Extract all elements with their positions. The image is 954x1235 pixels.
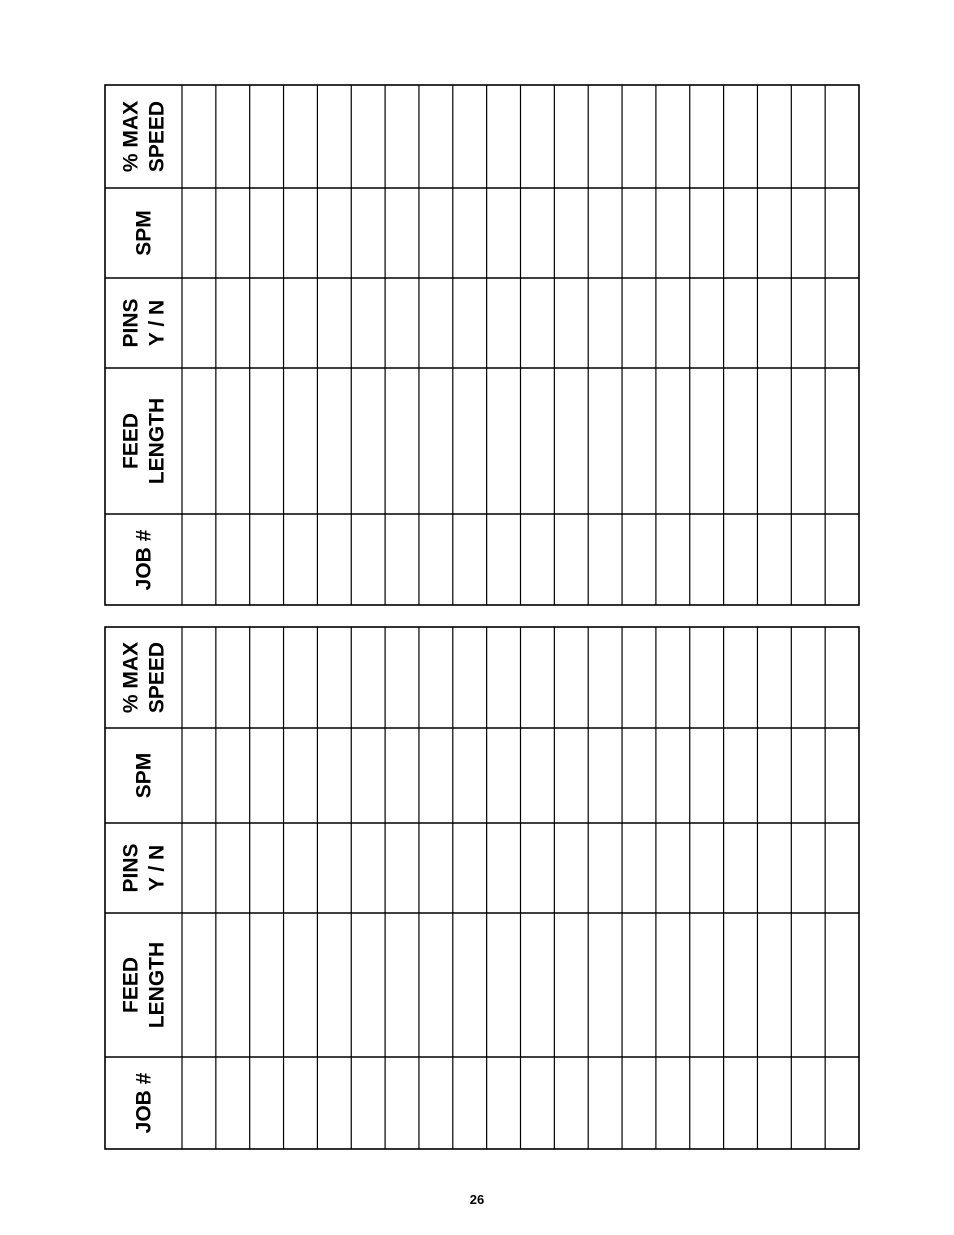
entry-cell-spm[interactable] [791, 188, 825, 278]
entry-cell-max-speed-pct[interactable] [656, 627, 690, 728]
entry-cell-max-speed-pct[interactable] [250, 627, 284, 728]
entry-cell-pins-yn[interactable] [588, 278, 622, 368]
entry-cell-feed-length[interactable] [453, 368, 487, 514]
entry-cell-max-speed-pct[interactable] [588, 85, 622, 188]
entry-cell-max-speed-pct[interactable] [351, 627, 385, 728]
entry-cell-feed-length[interactable] [385, 913, 419, 1057]
entry-cell-max-speed-pct[interactable] [351, 85, 385, 188]
entry-cell-feed-length[interactable] [182, 368, 216, 514]
entry-cell-pins-yn[interactable] [182, 278, 216, 368]
entry-cell-job-number[interactable] [757, 1057, 791, 1149]
entry-cell-max-speed-pct[interactable] [622, 627, 656, 728]
entry-cell-feed-length[interactable] [554, 913, 588, 1057]
entry-cell-pins-yn[interactable] [487, 278, 521, 368]
header-max-speed-pct [120, 642, 169, 713]
entry-cell-feed-length[interactable] [588, 913, 622, 1057]
entry-cell-pins-yn[interactable] [622, 278, 656, 368]
entry-cell-max-speed-pct[interactable] [554, 627, 588, 728]
entry-cell-pins-yn[interactable] [284, 823, 318, 913]
entry-cell-max-speed-pct[interactable] [216, 85, 250, 188]
entry-cell-pins-yn[interactable] [284, 278, 318, 368]
entry-cell-max-speed-pct[interactable] [622, 85, 656, 188]
entry-cell-job-number[interactable] [453, 1057, 487, 1149]
entry-cell-spm[interactable] [250, 188, 284, 278]
entry-cell-pins-yn[interactable] [690, 823, 724, 913]
entry-cell-spm[interactable] [487, 728, 521, 823]
entry-cell-spm[interactable] [622, 188, 656, 278]
entry-cell-pins-yn[interactable] [825, 823, 859, 913]
entry-cell-max-speed-pct[interactable] [284, 85, 318, 188]
entry-cell-max-speed-pct[interactable] [453, 627, 487, 728]
entry-cell-pins-yn[interactable] [588, 823, 622, 913]
header-line: JOB # [132, 1072, 156, 1134]
entry-cell-job-number[interactable] [690, 514, 724, 606]
entry-cell-feed-length[interactable] [487, 913, 521, 1057]
header-line: JOB # [132, 529, 156, 591]
entry-cell-feed-length[interactable] [825, 368, 859, 514]
entry-cell-feed-length[interactable] [656, 368, 690, 514]
entry-cell-spm[interactable] [250, 728, 284, 823]
header-line: SPM [132, 210, 156, 256]
entry-cell-max-speed-pct[interactable] [757, 85, 791, 188]
entry-cell-job-number[interactable] [521, 1057, 555, 1149]
header-line: FEED [119, 412, 143, 470]
entry-cell-feed-length[interactable] [521, 368, 555, 514]
entry-cell-max-speed-pct[interactable] [250, 85, 284, 188]
entry-cell-spm[interactable] [757, 728, 791, 823]
entry-cell-max-speed-pct[interactable] [487, 627, 521, 728]
entry-cell-job-number[interactable] [724, 514, 758, 606]
entry-cell-feed-length[interactable] [385, 368, 419, 514]
entry-cell-job-number[interactable] [216, 514, 250, 606]
entry-cell-pins-yn[interactable] [317, 823, 351, 913]
entry-cell-max-speed-pct[interactable] [385, 85, 419, 188]
entry-cell-feed-length[interactable] [791, 913, 825, 1057]
entry-cell-max-speed-pct[interactable] [757, 627, 791, 728]
entry-cell-feed-length[interactable] [216, 913, 250, 1057]
entry-cell-job-number[interactable] [521, 514, 555, 606]
entry-cell-pins-yn[interactable] [453, 823, 487, 913]
entry-cell-pins-yn[interactable] [825, 278, 859, 368]
entry-cell-pins-yn[interactable] [250, 278, 284, 368]
entry-cell-spm[interactable] [385, 188, 419, 278]
entry-cell-feed-length[interactable] [250, 913, 284, 1057]
entry-cell-feed-length[interactable] [284, 368, 318, 514]
entry-cell-feed-length[interactable] [825, 913, 859, 1057]
entry-cell-job-number[interactable] [487, 1057, 521, 1149]
entry-cell-job-number[interactable] [351, 514, 385, 606]
entry-cell-feed-length[interactable] [351, 913, 385, 1057]
entry-cell-max-speed-pct[interactable] [791, 85, 825, 188]
entry-cell-job-number[interactable] [656, 1057, 690, 1149]
entry-cell-spm[interactable] [690, 188, 724, 278]
entry-cell-pins-yn[interactable] [216, 823, 250, 913]
entry-cell-spm[interactable] [182, 188, 216, 278]
header-line: SPEED [145, 641, 169, 714]
entry-cell-spm[interactable] [487, 188, 521, 278]
entry-cell-job-number[interactable] [419, 1057, 453, 1149]
entry-cell-pins-yn[interactable] [419, 823, 453, 913]
entry-cell-max-speed-pct[interactable] [487, 85, 521, 188]
entry-cell-pins-yn[interactable] [554, 823, 588, 913]
entry-cell-feed-length[interactable] [724, 913, 758, 1057]
entry-cell-spm[interactable] [825, 188, 859, 278]
entry-cell-feed-length[interactable] [791, 368, 825, 514]
entry-cell-spm[interactable] [351, 188, 385, 278]
entry-cell-spm[interactable] [588, 188, 622, 278]
entry-cell-job-number[interactable] [757, 514, 791, 606]
entry-cell-job-number[interactable] [690, 1057, 724, 1149]
header-pins-yn [120, 298, 169, 347]
entry-cell-spm[interactable] [284, 188, 318, 278]
entry-cell-feed-length[interactable] [622, 913, 656, 1057]
entry-cell-max-speed-pct[interactable] [724, 627, 758, 728]
header-feed-length [120, 942, 169, 1028]
entry-cell-spm[interactable] [724, 728, 758, 823]
header-line: % MAX [119, 641, 143, 714]
entry-cell-spm[interactable] [521, 188, 555, 278]
header-line: Y / N [145, 299, 169, 347]
header-line: PINS [119, 298, 143, 348]
entry-cell-max-speed-pct[interactable] [825, 627, 859, 728]
entry-cell-feed-length[interactable] [588, 368, 622, 514]
entry-cell-pins-yn[interactable] [453, 278, 487, 368]
header-line: PINS [119, 843, 143, 893]
entry-cell-feed-length[interactable] [250, 368, 284, 514]
entry-cell-feed-length[interactable] [351, 368, 385, 514]
page-number: 26 [469, 1192, 485, 1207]
entry-cell-pins-yn[interactable] [656, 278, 690, 368]
entry-cell-pins-yn[interactable] [385, 278, 419, 368]
entry-cell-feed-length[interactable] [690, 913, 724, 1057]
entry-cell-max-speed-pct[interactable] [453, 85, 487, 188]
entry-cell-feed-length[interactable] [757, 913, 791, 1057]
entry-cell-pins-yn[interactable] [724, 823, 758, 913]
entry-cell-pins-yn[interactable] [487, 823, 521, 913]
entry-cell-max-speed-pct[interactable] [825, 85, 859, 188]
entry-cell-job-number[interactable] [317, 514, 351, 606]
entry-cell-pins-yn[interactable] [656, 823, 690, 913]
header-spm [133, 753, 156, 799]
entry-cell-max-speed-pct[interactable] [521, 85, 555, 188]
entry-cell-job-number[interactable] [250, 514, 284, 606]
entry-cell-max-speed-pct[interactable] [317, 627, 351, 728]
entry-cell-feed-length[interactable] [284, 913, 318, 1057]
entry-cell-job-number[interactable] [554, 514, 588, 606]
entry-cell-feed-length[interactable] [724, 368, 758, 514]
entry-cell-job-number[interactable] [724, 1057, 758, 1149]
header-line: FEED [119, 956, 143, 1014]
header-line: SPEED [145, 100, 169, 173]
entry-cell-spm[interactable] [419, 188, 453, 278]
entry-cell-pins-yn[interactable] [622, 823, 656, 913]
entry-cell-max-speed-pct[interactable] [791, 627, 825, 728]
entry-cell-job-number[interactable] [825, 1057, 859, 1149]
entry-cell-max-speed-pct[interactable] [216, 627, 250, 728]
entry-cell-max-speed-pct[interactable] [419, 85, 453, 188]
entry-cell-feed-length[interactable] [521, 913, 555, 1057]
job-log-form-top [104, 84, 860, 606]
entry-cell-feed-length[interactable] [487, 368, 521, 514]
entry-cell-feed-length[interactable] [622, 368, 656, 514]
entry-cell-spm[interactable] [284, 728, 318, 823]
entry-cell-feed-length[interactable] [182, 913, 216, 1057]
entry-cell-feed-length[interactable] [419, 368, 453, 514]
header-job-number [133, 529, 156, 590]
entry-cell-spm[interactable] [554, 728, 588, 823]
entry-cell-spm[interactable] [554, 188, 588, 278]
entry-cell-job-number[interactable] [284, 514, 318, 606]
header-line: LENGTH [145, 397, 169, 485]
entry-cell-max-speed-pct[interactable] [724, 85, 758, 188]
header-spm [133, 210, 156, 256]
entry-cell-pins-yn[interactable] [182, 823, 216, 913]
entry-cell-job-number[interactable] [419, 514, 453, 606]
entry-cell-spm[interactable] [521, 728, 555, 823]
entry-cell-job-number[interactable] [284, 1057, 318, 1149]
entry-cell-feed-length[interactable] [690, 368, 724, 514]
entry-cell-max-speed-pct[interactable] [317, 85, 351, 188]
entry-cell-max-speed-pct[interactable] [521, 627, 555, 728]
entry-cell-spm[interactable] [351, 728, 385, 823]
entry-cell-pins-yn[interactable] [757, 278, 791, 368]
entry-cell-job-number[interactable] [317, 1057, 351, 1149]
entry-cell-spm[interactable] [791, 728, 825, 823]
entry-cell-max-speed-pct[interactable] [182, 627, 216, 728]
entry-cell-spm[interactable] [453, 728, 487, 823]
entry-cell-job-number[interactable] [554, 1057, 588, 1149]
entry-cell-job-number[interactable] [250, 1057, 284, 1149]
entry-cell-job-number[interactable] [825, 514, 859, 606]
entry-cell-spm[interactable] [216, 188, 250, 278]
header-line: SPM [132, 752, 156, 799]
entry-cell-spm[interactable] [385, 728, 419, 823]
entry-cell-pins-yn[interactable] [351, 278, 385, 368]
entry-cell-max-speed-pct[interactable] [419, 627, 453, 728]
entry-cell-spm[interactable] [216, 728, 250, 823]
entry-cell-max-speed-pct[interactable] [554, 85, 588, 188]
entry-cell-spm[interactable] [453, 188, 487, 278]
entry-cell-job-number[interactable] [588, 1057, 622, 1149]
entry-cell-feed-length[interactable] [317, 913, 351, 1057]
entry-cell-feed-length[interactable] [554, 368, 588, 514]
entry-cell-spm[interactable] [588, 728, 622, 823]
entry-cell-pins-yn[interactable] [690, 278, 724, 368]
job-log-form-bottom [104, 626, 860, 1150]
entry-cell-feed-length[interactable] [216, 368, 250, 514]
entry-cell-max-speed-pct[interactable] [182, 85, 216, 188]
entry-cell-job-number[interactable] [182, 1057, 216, 1149]
header-feed-length [120, 398, 169, 484]
entry-cell-pins-yn[interactable] [351, 823, 385, 913]
entry-cell-spm[interactable] [656, 188, 690, 278]
entry-cell-job-number[interactable] [791, 514, 825, 606]
header-pins-yn [120, 843, 169, 892]
entry-cell-job-number[interactable] [453, 514, 487, 606]
entry-cell-pins-yn[interactable] [724, 278, 758, 368]
header-line: % MAX [119, 100, 143, 173]
entry-cell-pins-yn[interactable] [385, 823, 419, 913]
entry-cell-job-number[interactable] [622, 514, 656, 606]
entry-cell-feed-length[interactable] [656, 913, 690, 1057]
entry-cell-pins-yn[interactable] [554, 278, 588, 368]
entry-cell-pins-yn[interactable] [791, 823, 825, 913]
entry-cell-spm[interactable] [724, 188, 758, 278]
entry-cell-job-number[interactable] [385, 1057, 419, 1149]
entry-cell-job-number[interactable] [182, 514, 216, 606]
entry-cell-pins-yn[interactable] [216, 278, 250, 368]
entry-cell-max-speed-pct[interactable] [588, 627, 622, 728]
entry-cell-spm[interactable] [419, 728, 453, 823]
entry-cell-job-number[interactable] [216, 1057, 250, 1149]
entry-cell-spm[interactable] [317, 728, 351, 823]
entry-cell-feed-length[interactable] [419, 913, 453, 1057]
entry-cell-spm[interactable] [690, 728, 724, 823]
entry-cell-pins-yn[interactable] [791, 278, 825, 368]
entry-cell-spm[interactable] [825, 728, 859, 823]
entry-cell-spm[interactable] [182, 728, 216, 823]
entry-cell-feed-length[interactable] [453, 913, 487, 1057]
entry-cell-feed-length[interactable] [757, 368, 791, 514]
entry-cell-feed-length[interactable] [317, 368, 351, 514]
entry-cell-job-number[interactable] [656, 514, 690, 606]
entry-cell-job-number[interactable] [622, 1057, 656, 1149]
entry-cell-job-number[interactable] [791, 1057, 825, 1149]
entry-cell-job-number[interactable] [487, 514, 521, 606]
entry-cell-max-speed-pct[interactable] [385, 627, 419, 728]
entry-cell-job-number[interactable] [588, 514, 622, 606]
entry-cell-job-number[interactable] [385, 514, 419, 606]
entry-cell-pins-yn[interactable] [250, 823, 284, 913]
header-job-number [133, 1072, 156, 1133]
entry-cell-pins-yn[interactable] [521, 823, 555, 913]
entry-cell-max-speed-pct[interactable] [656, 85, 690, 188]
entry-cell-pins-yn[interactable] [757, 823, 791, 913]
entry-cell-max-speed-pct[interactable] [284, 627, 318, 728]
entry-cell-spm[interactable] [757, 188, 791, 278]
header-max-speed-pct [120, 101, 169, 172]
entry-cell-spm[interactable] [656, 728, 690, 823]
entry-cell-pins-yn[interactable] [317, 278, 351, 368]
entry-cell-max-speed-pct[interactable] [690, 627, 724, 728]
entry-cell-pins-yn[interactable] [419, 278, 453, 368]
entry-cell-pins-yn[interactable] [521, 278, 555, 368]
header-line: Y / N [145, 844, 169, 892]
entry-cell-max-speed-pct[interactable] [690, 85, 724, 188]
header-line: LENGTH [145, 941, 169, 1029]
entry-cell-spm[interactable] [317, 188, 351, 278]
entry-cell-spm[interactable] [622, 728, 656, 823]
entry-cell-job-number[interactable] [351, 1057, 385, 1149]
